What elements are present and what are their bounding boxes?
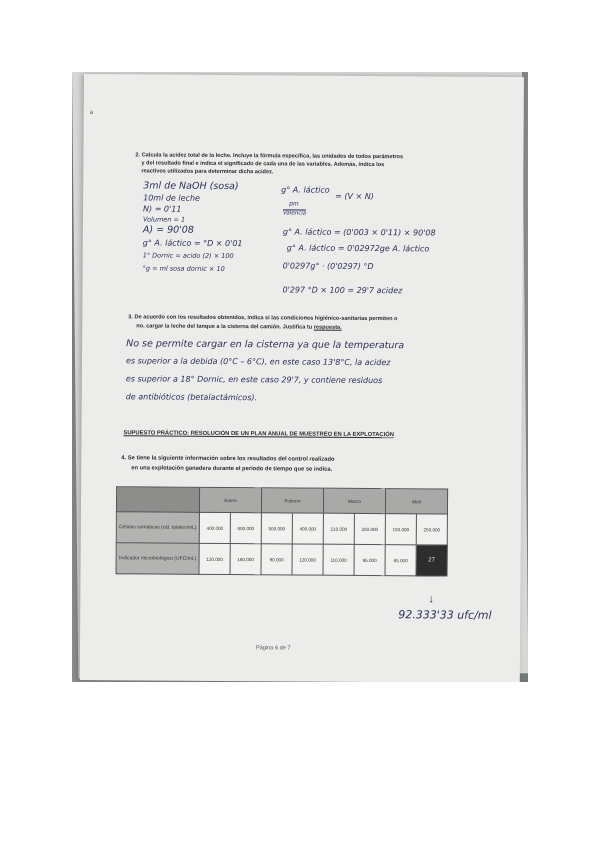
table-cell: 200.000 — [354, 513, 385, 544]
table-cell: 110.000 — [323, 544, 354, 575]
table-cell: 400.000 — [199, 512, 230, 543]
q3-answer-line-2: es superior a 18° Dornic, en este caso 29'7, y contiene residuos — [125, 374, 383, 386]
table-cell-highlighted: 27 — [416, 545, 447, 576]
q2-answer-left-5: g° A. láctico = °D × 0'01 — [142, 238, 243, 249]
q2-answer-right-6: 0'0297g° · (0'0297) °D — [282, 261, 374, 272]
table-cell: 210.000 — [323, 513, 354, 544]
sampling-results-table — [116, 486, 449, 576]
down-arrow-icon: ↓ — [428, 593, 434, 606]
q2-answer-left-0: 3ml de NaOH (sosa) — [143, 180, 239, 193]
table-row — [116, 512, 447, 545]
q3-text-line2-underlined: respuesta. — [313, 324, 342, 331]
table-cell: 500.000 — [261, 513, 292, 544]
page-footer: Página 6 de 7 — [255, 645, 291, 652]
q3-text-line2-main: no, cargar la leche del tanque a la cisterna del camión. Justifica tu — [136, 323, 313, 331]
q2-answer-right-4: g° A. láctico = (0'003 × 0'11) × 90'08 — [282, 227, 436, 238]
q2-text-line1: 2. Calcula la acidez total de la leche. Incluye la fórmula específica, las unidades de todos parámetros — [135, 152, 404, 161]
table-row — [116, 543, 447, 576]
table-cell: 65.000 — [385, 545, 416, 576]
row-label-microbiological: Indicador microbiológico (UFC/mL) — [116, 543, 199, 575]
table-cell: 120.000 — [199, 543, 230, 574]
month-header-april: Abril — [385, 489, 447, 514]
table-cell: 250.000 — [416, 514, 447, 545]
table-cell: 160.000 — [230, 544, 261, 575]
q3-answer-line-3: de antibióticos (betalactámicos). — [125, 392, 258, 403]
q3-answer-line-1: es superior a la debida (0°C – 6°C), en este caso 13'8°C, la acidez — [125, 356, 391, 368]
month-header-march: Marzo — [323, 488, 385, 513]
handwritten-result: 92.333'33 ufc/ml — [398, 608, 492, 622]
q2-answer-right-2: pm — [289, 200, 299, 208]
q3-text-line1: 3. De acuerdo con los resultados obtenidos, indica si las condiciones higiénico-sanitarias permiten o — [128, 314, 398, 323]
table-cell: 95.000 — [354, 544, 385, 575]
q3-text-line2 — [136, 323, 342, 331]
table-cell: 90.000 — [261, 544, 292, 575]
q2-answer-right-1: = (V × N) — [335, 191, 374, 202]
table-cell: 600.000 — [230, 513, 261, 544]
q2-answer-left-4: A) = 90'08 — [142, 224, 194, 236]
table-corner-cell — [116, 487, 199, 513]
table-header-row — [116, 487, 447, 514]
table-cell: 120.000 — [292, 544, 323, 575]
table-cell: 400.000 — [292, 513, 323, 544]
q2-text-line3: reactivos utilizados para determinar dicha acidez. — [141, 168, 274, 176]
q2-answer-right-5: g° A. láctico = 0'02972ge A. láctico — [286, 243, 430, 254]
table-cell: 150.000 — [385, 514, 416, 545]
month-header-february: Febrero — [261, 488, 323, 513]
q2-answer-left-7: °g = ml sosa dornic × 10 — [142, 264, 225, 273]
q4-text-line1: 4. Se tiene la siguiente información sobre los resultados del control realizado — [121, 455, 335, 463]
q2-answer-right-0: g° A. láctico — [281, 185, 330, 195]
row-label-somatic-cells: Células somáticas (cél. totales/mL) — [116, 512, 199, 544]
q4-text-line2: en una explotación ganadera durante el periodo de tiempo que se indica. — [131, 465, 333, 473]
q3-answer-line-0: No se permite cargar en la cisterna ya que la temperatura — [126, 338, 405, 352]
q2-answer-left-3: Volumen = 1 — [142, 215, 186, 224]
section-title: SUPUESTO PRÁCTICO: RESOLUCIÓN DE UN PLAN ANUAL DE MUESTREO EN LA EXPLOTACIÓN — [123, 430, 394, 439]
q2-answer-right-3: Valencia — [283, 210, 307, 217]
q2-answer-left-1: 10ml de leche — [143, 193, 200, 203]
q2-answer-left-6: 1° Dornic = acido (2) × 100 — [142, 251, 234, 261]
q2-answer-right-7: 0'297 °D × 100 = 29'7 acidez — [282, 285, 403, 296]
margin-mark: a — [89, 110, 94, 117]
q2-text-line2: y del resultado final e indica el significado de cada una de las variables. Además, indica los — [141, 160, 385, 169]
photo-frame — [72, 72, 528, 682]
month-header-january: Enero — [199, 487, 261, 512]
q2-answer-left-2: N) = 0'11 — [143, 204, 182, 214]
document-page — [80, 74, 524, 682]
